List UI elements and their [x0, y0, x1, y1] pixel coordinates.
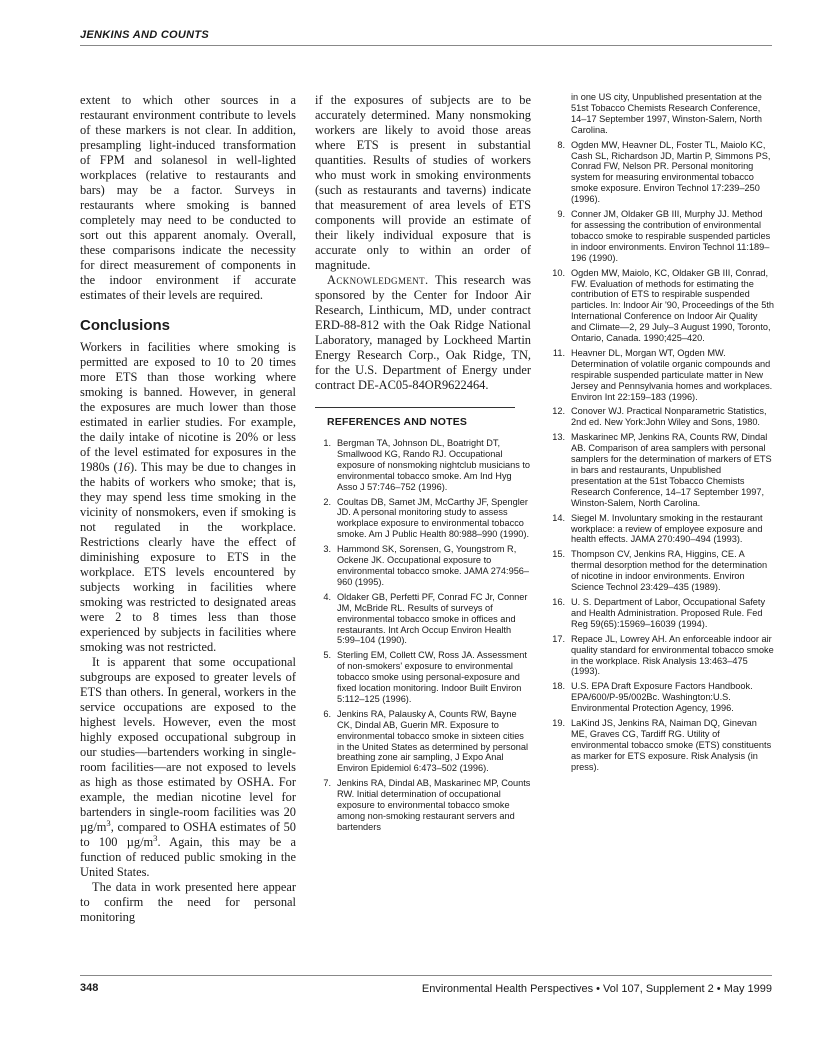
reference-text: Jenkins RA, Palausky A, Counts RW, Bayne CK, Dindal AB, Guerin MR. Exposure to environmental tobacco smoke in sixteen cities in the United States as determined by personal breathing zone air sampling, J Expo Anal Environ Epidemiol 6:473–502 (1996). — [337, 708, 529, 774]
reference-number: 17. — [552, 633, 565, 644]
page-number: 348 — [80, 982, 99, 994]
reference-item — [549, 140, 774, 205]
reference-text: U.S. EPA Draft Exposure Factors Handbook. EPA/600/P-95/002Bc. Washington:U.S. Environmental Protection Agency, 1996. — [571, 681, 753, 714]
reference-text: Conner JM, Oldaker GB III, Murphy JJ. Method for assessing the contribution of environmental tobacco smoke to respirable suspended particles in indoor environments. Environ Technol 11:189–196 (1990). — [571, 209, 771, 263]
acknowledgment-label: Acknowledgment. — [327, 273, 429, 287]
paragraph: It is apparent that some occupational subgroups are exposed to greater levels of ETS than others. In general, workers in the service occupations are exposed to the highest levels. However, even the most highly exposed occupational subgroup in our studies—bartenders working in single-room facilities—are not exposed to levels as high as those estimated by OSHA. For example, the median nicotine level for bartenders in single-room facilities was 20 $\mu g/m^3$, compared to OSHA estimates of 50 to 100 $\mu g/m^3$. Again, this may be a function of reduced public smoking in the United States. — [80, 655, 296, 879]
footer-rule — [80, 975, 772, 976]
reference-item — [549, 718, 774, 773]
reference-item — [315, 709, 531, 774]
acknowledgment: Acknowledgment. This research was sponsored by the Center for Indoor Air Research, Linthicum, MD, under contract ERD-88-812 with the Oak Ridge National Laboratory, managed by Lockheed Martin Energy Research Corp., Oak Ridge, TN, for the U.S. Department of Energy under contract DE-AC05-84OR9622464. — [315, 273, 531, 392]
column-3 — [549, 92, 774, 777]
reference-number: 11. — [552, 347, 565, 358]
references-rule — [315, 407, 515, 408]
reference-text: Ogden MW, Maiolo, KC, Oldaker GB III, Conrad, FW. Evaluation of methods for estimating the contribution of ETS to respirable suspended particles. In: Indoor Air '90, Proceedings of the 5th International Conference on Indoor Air Quality and Climate—2, 29 July–3 August 1990, Toronto, Ontario, Canada. 1990;425–420. — [571, 267, 774, 344]
reference-text: Hammond SK, Sorensen, G, Youngstrom R, Ockene JK. Occupational exposure to environmental tobacco smoke. JAMA 274:956–960 (1995). — [337, 544, 530, 587]
reference-text: Coultas DB, Samet JM, McCarthy JF, Spengler JD. A personal monitoring study to assess workplace exposure to environmental tobacco smoke. Am J Public Health 80:988–990 (1990). — [337, 496, 530, 540]
reference-number: 4. — [323, 591, 331, 602]
reference-text: Heavner DL, Morgan WT, Ogden MW. Determination of volatile organic compounds and respirable suspended particulate matter in New Jersey and Pennsylvania homes and workplaces. Environ Int 22:159–183 (1996). — [571, 347, 773, 402]
reference-item — [549, 597, 774, 630]
paragraph: extent to which other sources in a restaurant environment contribute to levels of these markers is not clear. In addition, presampling light-induced transformation of FPM and solanesol in well-lighted workplaces (relative to restaurants and bars) may be a factor. Surveys in restaurants where smoking is banned completely may need to be conducted to sort out this apparent anomaly. Overall, these comparisons indicate the necessity for direct measurement of components in the indoor environment if accurate estimates of their levels are required. — [80, 93, 296, 302]
reference-text: Bergman TA, Johnson DL, Boatright DT, Smallwood KG, Rando RJ. Occupational exposure of nonsmoking nightclub musicians to environmental tobacco smoke. Am Ind Hyg Asso J 57:746–752 (1996). — [337, 438, 531, 492]
reference-number: 3. — [323, 544, 331, 555]
reference-number: 7. — [323, 778, 331, 789]
reference-number: 14. — [552, 512, 565, 523]
reference-item — [315, 544, 531, 588]
running-head: JENKINS AND COUNTS — [80, 29, 210, 41]
reference-text: U. S. Department of Labor, Occupational Safety and Health Administration. Proposed Rule. Fed Reg 59(65):15969–16039 (1994). — [571, 596, 766, 629]
reference-continuation: in one US city, Unpublished presentation at the 51st Tobacco Chemists Research Conference, 14–17 September 1997, Winston-Salem, North Carolina. — [571, 92, 762, 135]
reference-text: Ogden MW, Heavner DL, Foster TL, Maiolo KC, Cash SL, Richardson JD, Martin P, Simmons PS, Conrad FW, Nelson PR. Personal monitoring system for measuring environmental tobacco smoke exposure. Environ Technol 17:239–250 (1996). — [571, 139, 771, 205]
reference-list — [549, 140, 774, 773]
section-heading-conclusions: Conclusions — [80, 317, 171, 334]
reference-item — [315, 778, 531, 833]
column-2 — [315, 93, 531, 837]
reference-text: Maskarinec MP, Jenkins RA, Counts RW, Dindal AB. Comparison of area samplers with personal samplers for the determination of markers of ETS in bars and restaurants, Unpublished presentation at the 51st Tobacco Chemists Research Conference, 14–17 September 1997, Winston-Salem, North Carolina. — [571, 432, 772, 508]
column-1 — [80, 93, 296, 925]
reference-text: LaKind JS, Jenkins RA, Naiman DQ, Ginevan ME, Graves CG, Tardiff RG. Utility of environmental tobacco smoke (ETS) constituents as marker for ETS exposure. Risk Analysis (in press). — [571, 718, 772, 772]
reference-number: 18. — [552, 681, 565, 692]
reference-text: Thompson CV, Jenkins RA, Higgins, CE. A thermal desorption method for the determination of nicotine in indoor environments. Environ Science Technol 23:429–435 (1989). — [571, 549, 768, 593]
reference-item — [549, 681, 774, 714]
reference-number: 9. — [557, 209, 565, 220]
reference-number: 10. — [552, 267, 565, 278]
reference-number: 5. — [323, 650, 331, 661]
reference-list — [315, 438, 531, 833]
reference-number: 2. — [323, 496, 331, 507]
reference-number: 12. — [552, 406, 565, 417]
reference-item — [549, 432, 774, 508]
reference-item — [549, 634, 774, 678]
paragraph: The data in work presented here appear to confirm the need for personal monitoring — [80, 880, 296, 924]
reference-number: 8. — [557, 139, 565, 150]
reference-number: 1. — [323, 438, 331, 448]
reference-item — [549, 268, 774, 344]
reference-text: Jenkins RA, Dindal AB, Maskarinec MP, Counts RW. Initial determination of occupational exposure to environmental tobacco smoke among non-smoking restaurant servers and bartenders — [337, 778, 531, 832]
references-heading: REFERENCES AND NOTES — [327, 416, 468, 428]
reference-number: 16. — [552, 596, 565, 607]
reference-number: 19. — [552, 718, 565, 729]
reference-item — [549, 348, 774, 403]
reference-item — [315, 438, 531, 493]
reference-text: Sterling EM, Collett CW, Ross JA. Assessment of non-smokers' exposure to environmental tobacco smoke using personal-exposure and fixed location monitoring. Indoor Built Environ 5:112–125 (1996). — [337, 650, 527, 704]
header-rule — [80, 45, 772, 46]
journal-citation: Environmental Health Perspectives • Vol 107, Supplement 2 • May 1999 — [421, 983, 772, 995]
reference-text: Conover WJ. Practical Nonparametric Statistics, 2nd ed. New York:John Wiley and Sons, 1980. — [571, 406, 767, 428]
citation: 16 — [117, 460, 130, 474]
paragraph: if the exposures of subjects are to be accurately determined. Many nonsmoking workers are likely to avoid those areas where ETS is present in substantial quantities. Results of studies of workers who must work in smoking environments (such as restaurants and taverns) indicate that measurement of area levels of ETS components will provide an estimate of their likely individual exposure that is accurate only to within an order of magnitude. — [315, 93, 531, 272]
reference-text: Siegel M. Involuntary smoking in the restaurant workplace: a review of employee exposure and health effects. JAMA 270:490–494 (1993). — [571, 512, 763, 545]
reference-item — [315, 497, 531, 541]
reference-item — [549, 209, 774, 264]
paragraph: Workers in facilities where smoking is permitted are exposed to 10 to 20 times more ETS than those working where smoking is banned. However, in general the exposures are much lower than those estimated in earlier studies. For example, the daily intake of nicotine is 20% or less of the level estimated for exposures in the 1980s (16). This may be due to changes in the habits of workers who smoke; that is, they may spend less time smoking in the vicinity of nonsmokers, even if smoking is not regulated in the workplace. Restrictions clearly have the effect of diminishing exposure to ETS in the workplace. ETS levels encountered by subjects working in facilities where smoking was restricted to designated areas were 2 to 8 times less than those experienced by subjects in facilities where smoking was not restricted. — [80, 340, 297, 654]
reference-number: 13. — [552, 432, 565, 443]
reference-item — [315, 592, 531, 647]
reference-item — [549, 406, 774, 428]
reference-text: Oldaker GB, Perfetti PF, Conrad FC Jr, Conner JM, McBride RL. Results of surveys of environmental tobacco smoke in offices and restaurants. Int Arch Occup Environ Health 5:99–104 (1990). — [337, 591, 528, 646]
reference-number: 6. — [323, 708, 331, 719]
reference-item — [549, 549, 774, 593]
reference-number: 15. — [552, 549, 565, 560]
reference-text: Repace JL, Lowrey AH. An enforceable indoor air quality standard for environmental tobacco smoke in the workplace. Risk Analysis 13:463–475 (1993). — [571, 633, 774, 677]
reference-item — [549, 513, 774, 546]
reference-item — [315, 650, 531, 705]
